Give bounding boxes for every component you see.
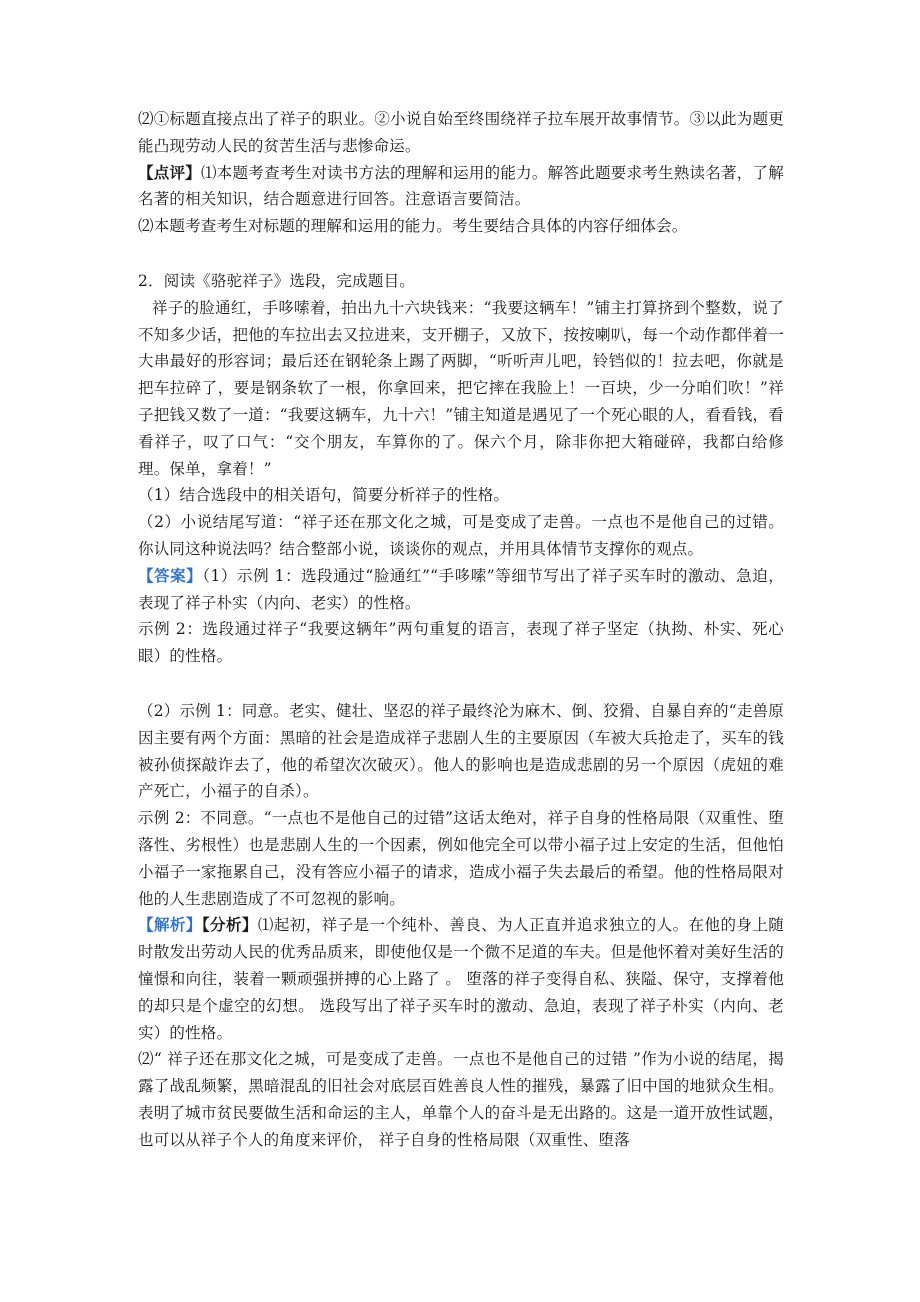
analysis-1-text: ⑴起初，祥子是一个纯朴、善良、为人正直并追求独立的人。在他的身上随时散发出劳动人民的优秀品质来，即使他仅是一个微不足道的车夫。但是他怀着对美好生活的憧憬和向往，装着一颗顽强拼搏的心上路了 。 堕落的祥子变得自私、狭隘、保守，支撑着他的却只是个虚空的幻想。 选段写出了祥子买车时的激动、急迫，表现了祥子朴实（内向、老实）的性格。 (138, 916, 784, 1042)
answer-tag: 【答案】 (138, 565, 203, 585)
answer-1-example-1-text: （1）示例 1：选段通过“脸通红”“手哆嗦”等细节写出了祥子买车时的激动、急迫，表现了祥子朴实（内向、老实）的性格。 (138, 566, 784, 612)
comment-tag: 【点评】 (138, 162, 202, 182)
answer-1-example-1 (138, 563, 784, 617)
answer-part2: ⑵①标题直接点出了祥子的职业。②小说自始至终围绕祥子拉车展开故事情节。③以此为题更能凸现劳动人民的贫苦生活与悲惨命运。 (138, 110, 784, 155)
question-2-heading (138, 268, 784, 295)
comment-1: ⑴本题考查考生对读书方法的理解和运用的能力。解答此题要求考生熟读名著，了解名著的相关知识，结合题意进行回答。注意语言要简洁。 (138, 163, 784, 209)
answer-2-example-2: 示例 2：不同意。“一点也不是他自己的过错”这话太绝对，祥子自身的性格局限（双重性、堕落性、劣根性）也是悲剧人生的一个因素，例如他完全可以带小福子过上安定的生活，但他怕小福子一家拖累自己，没有答应小福子的请求，造成小福子失去最后的希望。他的性格局限对他的人生悲剧造成了不可忽视的影响。 (138, 809, 784, 908)
answer-2-example-1: （2）示例 1：同意。老实、健壮、坚忍的祥子最终沦为麻木、倒、狡猾、自暴自弃的“走兽原因主要有两个方面：黑暗的社会是造成祥子悲剧人生的主要原因（车被大兵抢走了，买车的钱被孙侦探敲诈去了，他的希望次次破灭）。他人的影响也是造成悲剧的另一个原因（虎妞的难产死亡，小福子的自杀）。 (138, 701, 784, 801)
spacer (138, 670, 784, 698)
question-number: 2． (138, 271, 164, 290)
answer-1-example-2: 示例 2：选段通过祥子“我要这辆年”两句重复的语言，表现了祥子坚定（执拗、朴实、死心眼）的性格。 (138, 620, 784, 666)
analysis-tag: 【解析】 (138, 915, 202, 935)
sub-question-2: （2）小说结尾写道：“祥子还在那文化之城，可是变成了走兽。一点也不是他自己的过错。你认同这种说法吗？结合整部小说，谈谈你的观点，并用具体情节支撑你的观点。 (138, 513, 784, 558)
spacer (138, 240, 784, 268)
comment-2: ⑵本题考查考生对标题的理解和运用的能力。考生要结合具体的内容仔细体会。 (138, 217, 688, 236)
analysis-2: ⑵“ 祥子还在那文化之城，可是变成了走兽。一点也不是他自己的过错 ”作为小说的结尾，揭露了战乱频繁，黑暗混乱的旧社会对底层百姓善良人性的摧残，暴露了旧中国的地狱众生相。表明了城市贫民要做生活和命运的主人，单靠个人的奋斗是无出路的。这是一道开放性试题，也可以从祥子个人的角度来评价， 祥子自身的性格局限（双重性、堕落 (138, 1050, 784, 1149)
question-title: 阅读《骆驼祥子》选段，完成题目。 (163, 271, 415, 290)
sub-question-1: （1）结合选段中的相关语句，简要分析祥子的性格。 (138, 486, 510, 505)
document-page (138, 106, 784, 1153)
analysis-1 (138, 912, 784, 1046)
analysis-sub-tag: 【分析】 (201, 915, 258, 935)
reading-passage: 祥子的脸通红，手哆嗦着，拍出九十六块钱来：“我要这辆车！”铺主打算挤到个整数，说了不知多少话，把他的车拉出去又拉进来，支开棚子，又放下，按按喇叭，每一个动作都伴着一大串最好的形容词；最后还在钢轮条上踢了两脚，“听听声儿吧，铃铛似的！拉去吧，你就是把车拉碎了，要是钢条软了一根，你拿回来，把它摔在我脸上！一百块，少一分咱们吹！”祥子把钱又数了一道：“我要这辆车，九十六！”铺主知道是遇见了一个死心眼的人，看看钱，看看祥子，叹了口气：“交个朋友，车算你的了。保六个月，除非你把大箱碰碎，我都白给修理。保单，拿着！” (138, 298, 784, 478)
comment-paragraph (138, 160, 784, 214)
